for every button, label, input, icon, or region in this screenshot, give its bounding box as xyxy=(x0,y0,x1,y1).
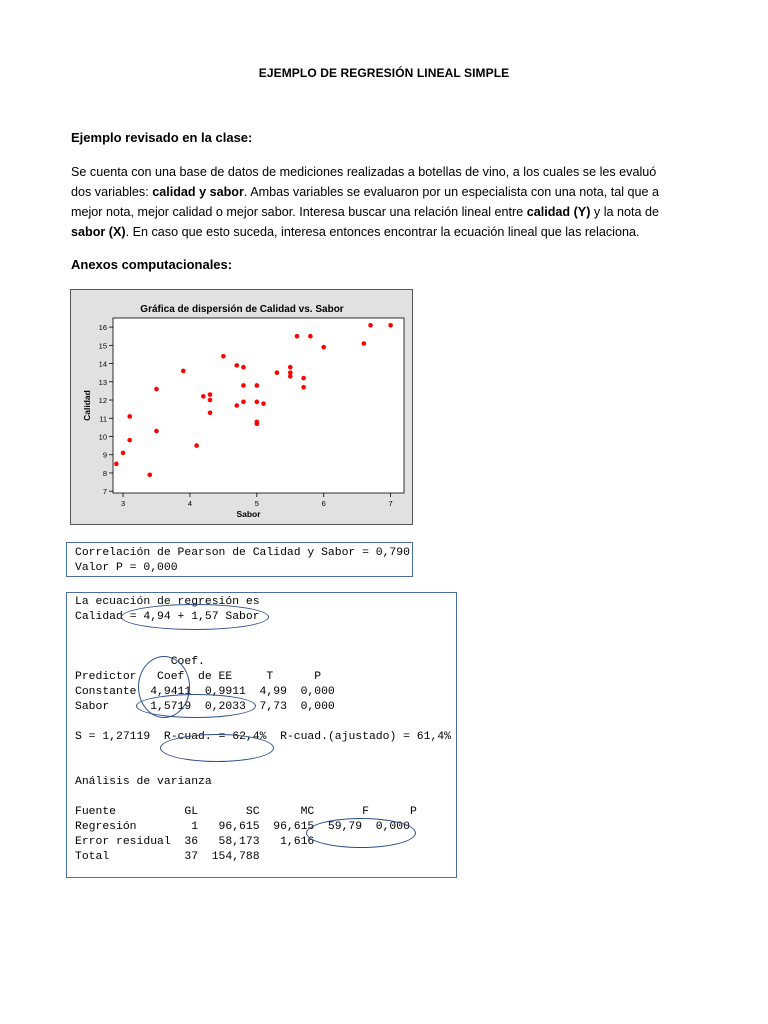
fit-stats xyxy=(75,730,456,745)
y-tick-label: 12 xyxy=(98,396,107,406)
x-tick-label: 7 xyxy=(388,499,393,508)
x-tick-label: 6 xyxy=(321,499,326,508)
anova-row-total: Total 37 154,788 xyxy=(75,851,260,863)
data-point xyxy=(301,376,306,381)
y-axis-label: Calidad xyxy=(82,390,92,421)
data-point xyxy=(201,394,206,399)
paragraph-run-1: calidad y sabor xyxy=(152,185,244,199)
r-squared: R-cuad. = 62,4% xyxy=(163,731,267,743)
data-point xyxy=(154,387,159,392)
paragraph-run-5: sabor (X) xyxy=(71,225,126,239)
data-point xyxy=(208,410,213,415)
chart-title: Gráfica de dispersión de Calidad vs. Sabor xyxy=(140,304,344,315)
paragraph-run-2: . Ambas variables se evaluaron por un especialista con una nota, tal que a mejor nota, mejor calidad o mejor sabor. Interesa buscar una relación lineal entre xyxy=(71,185,660,219)
paragraph-run-3: calidad (Y) xyxy=(526,205,591,219)
data-point xyxy=(208,398,213,403)
scatter-chart xyxy=(70,289,413,525)
data-point xyxy=(181,369,186,374)
data-point xyxy=(114,462,119,467)
data-point xyxy=(308,334,313,339)
equation-value: = 4,94 + 1,57 Sabor xyxy=(129,611,260,623)
data-point xyxy=(194,443,199,448)
anova-title: Análisis de varianza xyxy=(75,776,212,788)
y-tick-label: 14 xyxy=(98,359,107,369)
p-value-line: Valor P = 0,000 xyxy=(75,562,178,574)
data-point xyxy=(221,354,226,359)
anova-row-regresion: Regresión 1 96,615 96,615 59,79 0,000 xyxy=(75,821,410,833)
scatter-chart-svg xyxy=(71,290,414,526)
data-point xyxy=(368,323,373,328)
data-point xyxy=(255,400,260,405)
correlation-box xyxy=(66,542,413,577)
data-point xyxy=(288,374,293,379)
regression-eq-label: La ecuación de regresión es xyxy=(75,596,260,608)
regression-box xyxy=(66,592,457,878)
correlation-line: Correlación de Pearson de Calidad y Sabor = 0,790 xyxy=(75,547,410,559)
data-point xyxy=(154,429,159,434)
example-subtitle: Ejemplo revisado en la clase: xyxy=(71,130,253,145)
data-point xyxy=(301,385,306,390)
r-squared-adjusted: R-cuad.(ajustado) = 61,4% xyxy=(266,731,451,743)
data-point xyxy=(241,365,246,370)
paragraph-run-0: Se cuenta con una base de datos de mediciones realizadas a botellas de vino, a los cuales se les evaluó dos variables: xyxy=(71,165,657,199)
coef-row-sabor: Sabor 1,5719 0,2033 7,73 0,000 xyxy=(75,701,335,713)
data-point xyxy=(147,472,152,477)
paragraph-run-4: y la nota de xyxy=(590,205,660,219)
y-tick-label: 16 xyxy=(98,323,107,333)
anova-row-error: Error residual 36 58,173 1,616 xyxy=(75,836,315,848)
regression-equation xyxy=(75,610,456,625)
y-tick-label: 10 xyxy=(98,432,107,442)
data-point xyxy=(275,370,280,375)
y-tick-label: 7 xyxy=(102,487,107,497)
y-tick-label: 15 xyxy=(98,341,107,351)
anexos-heading: Anexos computacionales: xyxy=(71,257,233,272)
data-point xyxy=(234,363,239,368)
x-tick-label: 3 xyxy=(120,499,126,508)
y-tick-label: 8 xyxy=(102,468,107,478)
x-tick-label: 5 xyxy=(254,499,259,508)
data-point xyxy=(241,383,246,388)
data-point xyxy=(127,438,132,443)
data-point xyxy=(127,414,132,419)
x-tick-label: 4 xyxy=(187,499,193,508)
data-point xyxy=(362,341,367,346)
s-value: S = 1,27119 xyxy=(75,731,164,743)
data-point xyxy=(241,400,246,405)
data-point xyxy=(295,334,300,339)
coef-header-2: Predictor Coef de EE T P xyxy=(75,671,322,683)
data-point xyxy=(288,365,293,370)
data-point xyxy=(121,451,126,456)
y-tick-label: 11 xyxy=(99,414,107,424)
data-point xyxy=(234,403,239,408)
coef-header-1: Coef. xyxy=(75,656,205,668)
intro-paragraph xyxy=(71,162,671,242)
data-point xyxy=(388,323,393,328)
plot-area xyxy=(113,318,404,493)
y-tick-label: 13 xyxy=(98,377,107,387)
data-point xyxy=(208,392,213,397)
paragraph-run-6: . En caso que esto suceda, interesa entonces encontrar la ecuación lineal que las relaciona. xyxy=(125,225,640,239)
data-point xyxy=(261,401,266,406)
data-point xyxy=(255,383,260,388)
y-tick-label: 9 xyxy=(102,450,107,460)
data-point xyxy=(321,345,326,350)
document-title: EJEMPLO DE REGRESIÓN LINEAL SIMPLE xyxy=(258,66,510,80)
coef-row-constante: Constante 4,9411 0,9911 4,99 0,000 xyxy=(75,686,335,698)
data-point xyxy=(255,421,260,426)
equation-prefix: Calidad xyxy=(75,611,130,623)
anova-header: Fuente GL SC MC F P xyxy=(75,806,417,818)
x-axis-label: Sabor xyxy=(236,509,261,519)
